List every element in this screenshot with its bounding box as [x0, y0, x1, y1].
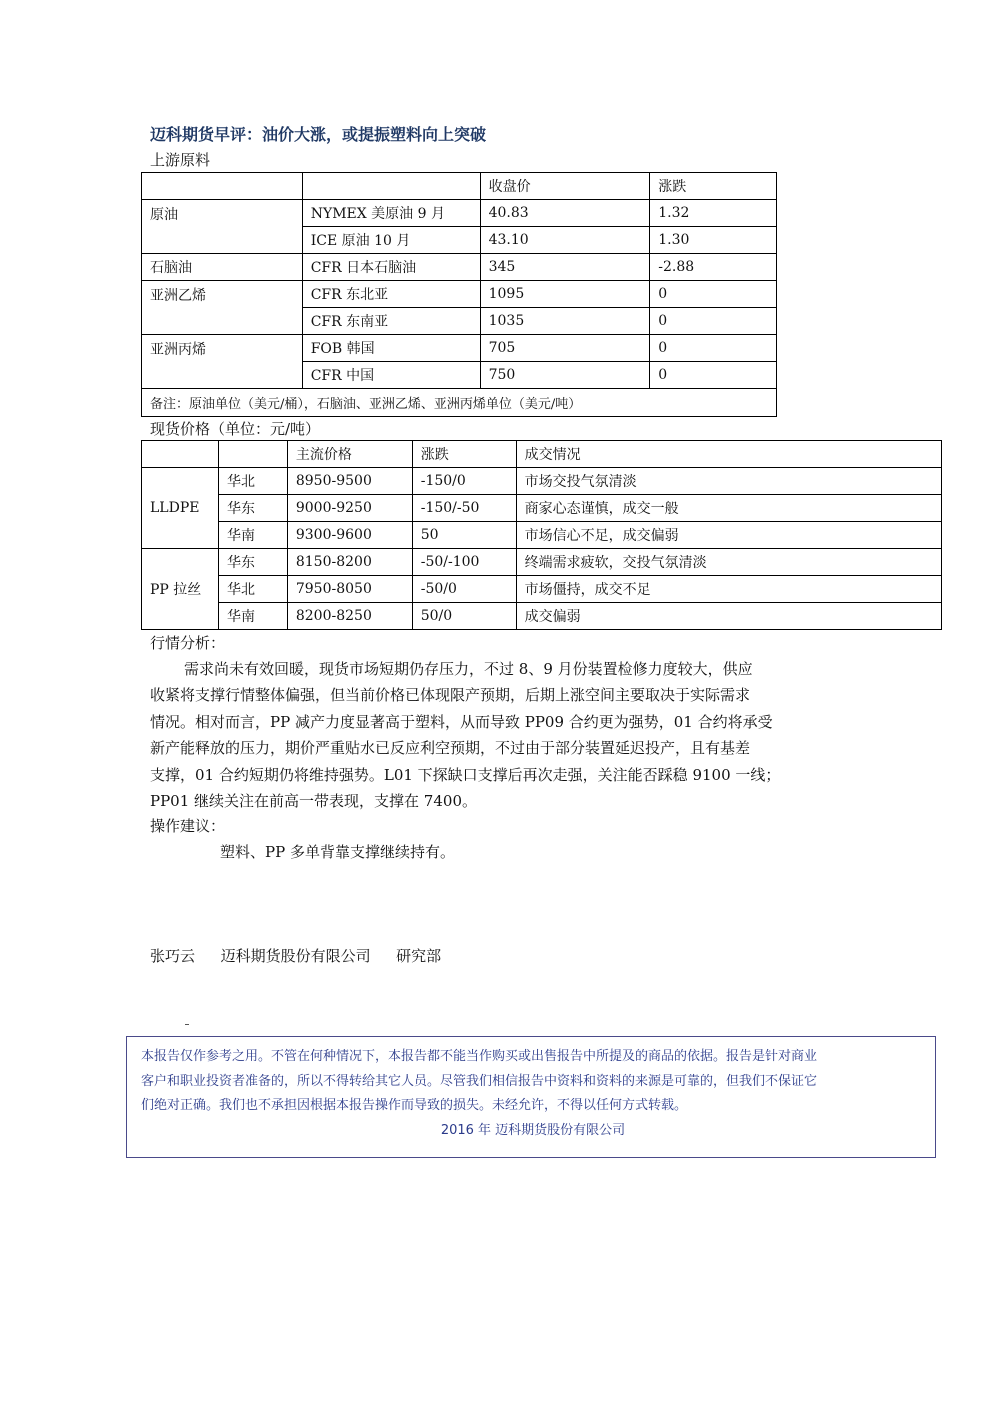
analysis-line: 情况。相对而言，PP 减产力度显著高于塑料，从而导致 PP09 合约更为强势，01 合约将承受: [150, 712, 773, 731]
group-name-cell: 原油: [142, 200, 303, 254]
deal-cell: 市场僵持，成交不足: [516, 576, 941, 603]
analysis-line: PP01 继续关注在前高一带表现，支撑在 7400。: [150, 792, 477, 811]
table-row: [142, 576, 942, 603]
change-cell: -150/-50: [412, 495, 516, 522]
table-row: [142, 200, 777, 227]
table-header-row: [142, 173, 777, 200]
header-cell: 涨跌: [650, 173, 777, 200]
disclaimer-box: [126, 1036, 936, 1158]
header-cell: 成交情况: [516, 441, 941, 468]
region-cell: 华东: [218, 495, 287, 522]
change-cell: 50: [412, 522, 516, 549]
table-row: [142, 549, 942, 576]
table-row: [142, 522, 942, 549]
table-row: [142, 468, 942, 495]
disclaimer-line: 客户和职业投资者准备的，所以不得转给其它人员。尽管我们相信报告中资料和资料的来源是可靠的，但我们不保证它: [141, 1073, 818, 1089]
change-cell: -150/0: [412, 468, 516, 495]
table-row: [142, 495, 942, 522]
change-cell: -50/-100: [412, 549, 516, 576]
price-cell: 7950-8050: [287, 576, 412, 603]
product-name-cell: PP 拉丝: [142, 549, 219, 630]
group-name-cell: 亚洲乙烯: [142, 281, 303, 335]
report-title: 迈科期货早评：油价大涨，或提振塑料向上突破: [150, 125, 487, 144]
price-cell: 8200-8250: [287, 603, 412, 630]
analysis-line: 收紧将支撑行情整体偏强，但当前价格已体现限产预期，后期上涨空间主要取决于实际需求: [150, 686, 751, 705]
deal-cell: 市场交投气氛清淡: [516, 468, 941, 495]
upstream-section-label: 上游原料: [150, 151, 211, 169]
deal-cell: 市场信心不足，成交偏弱: [516, 522, 941, 549]
item-cell: CFR 东北亚: [302, 281, 480, 308]
region-cell: 华南: [218, 522, 287, 549]
disclaimer-line: 本报告仅作参考之用。不管在何种情况下，本报告都不能当作购买或出售报告中所提及的商品的依据。报告是针对商业: [141, 1049, 818, 1064]
analysis-line: 需求尚未有效回暖，现货市场短期仍存压力，不过 8、9 月份装置检修力度较大，供应: [184, 660, 753, 678]
upstream-table: [141, 172, 777, 417]
price-cell: 40.83: [480, 200, 650, 227]
author-company: 迈科期货股份有限公司: [220, 947, 371, 965]
analysis-line: 支撑，01 合约短期仍将维持强势。L01 下探缺口支撑后再次走强，关注能否踩稳 9100 一线；: [150, 765, 781, 784]
header-cell: 主流价格: [287, 441, 412, 468]
deal-cell: 成交偏弱: [516, 603, 941, 630]
region-cell: 华东: [218, 549, 287, 576]
group-name-cell: 亚洲丙烯: [142, 335, 303, 389]
item-cell: NYMEX 美原油 9 月: [302, 200, 480, 227]
copyright-line: 2016 年 迈科期货股份有限公司: [440, 1122, 626, 1138]
item-cell: FOB 韩国: [302, 335, 480, 362]
change-cell: -2.88: [650, 254, 777, 281]
table-row: [142, 254, 777, 281]
deal-cell: 终端需求疲软，交投气氛清淡: [516, 549, 941, 576]
change-cell: 1.30: [650, 227, 777, 254]
price-cell: 8950-9500: [287, 468, 412, 495]
deal-cell: 商家心态谨慎，成交一般: [516, 495, 941, 522]
author-name: 张巧云: [150, 947, 196, 965]
analysis-label: 行情分析：: [150, 634, 226, 652]
price-cell: 8150-8200: [287, 549, 412, 576]
price-cell: 43.10: [480, 227, 650, 254]
header-cell: 涨跌: [412, 441, 516, 468]
change-cell: 0: [650, 308, 777, 335]
item-cell: CFR 日本石脑油: [302, 254, 480, 281]
table-row: [142, 335, 777, 362]
change-cell: 0: [650, 362, 777, 389]
product-name-cell: LLDPE: [142, 468, 219, 549]
disclaimer-line: 们绝对正确。我们也不承担因根据本报告操作而导致的损失。未经允许，不得以任何方式转载。: [141, 1098, 688, 1114]
price-cell: 9000-9250: [287, 495, 412, 522]
region-cell: 华北: [218, 468, 287, 495]
change-cell: 50/0: [412, 603, 516, 630]
suggestion-text: 塑料、PP 多单背靠支撑继续持有。: [220, 843, 455, 861]
price-cell: 345: [480, 254, 650, 281]
item-cell: CFR 东南亚: [302, 308, 480, 335]
change-cell: -50/0: [412, 576, 516, 603]
author-line: [150, 945, 441, 966]
table-row: [142, 603, 942, 630]
header-cell: [142, 173, 303, 200]
price-cell: 705: [480, 335, 650, 362]
region-cell: 华南: [218, 603, 287, 630]
item-cell: ICE 原油 10 月: [302, 227, 480, 254]
group-name-cell: 石脑油: [142, 254, 303, 281]
analysis-line: 新产能释放的压力，期价严重贴水已反应利空预期，不过由于部分装置延迟投产，且有基差: [150, 739, 751, 758]
table-row: [142, 281, 777, 308]
spot-price-table: [141, 440, 942, 630]
header-cell: [218, 441, 287, 468]
table-note-row: [142, 389, 777, 417]
item-cell: CFR 中国: [302, 362, 480, 389]
header-cell: 收盘价: [480, 173, 650, 200]
change-cell: 1.32: [650, 200, 777, 227]
divider-mark: [185, 1024, 189, 1025]
author-dept: 研究部: [396, 947, 442, 965]
header-cell: [142, 441, 219, 468]
suggestion-label: 操作建议：: [150, 817, 226, 835]
price-cell: 1095: [480, 281, 650, 308]
table-header-row: [142, 441, 942, 468]
change-cell: 0: [650, 281, 777, 308]
header-cell: [302, 173, 480, 200]
units-note: 备注：原油单位（美元/桶），石脑油、亚洲乙烯、亚洲丙烯单位（美元/吨）: [142, 389, 777, 417]
price-cell: 1035: [480, 308, 650, 335]
price-cell: 750: [480, 362, 650, 389]
analysis-paragraph: [150, 656, 780, 814]
region-cell: 华北: [218, 576, 287, 603]
spot-section-label: 现货价格（单位：元/吨）: [150, 420, 321, 438]
change-cell: 0: [650, 335, 777, 362]
price-cell: 9300-9600: [287, 522, 412, 549]
